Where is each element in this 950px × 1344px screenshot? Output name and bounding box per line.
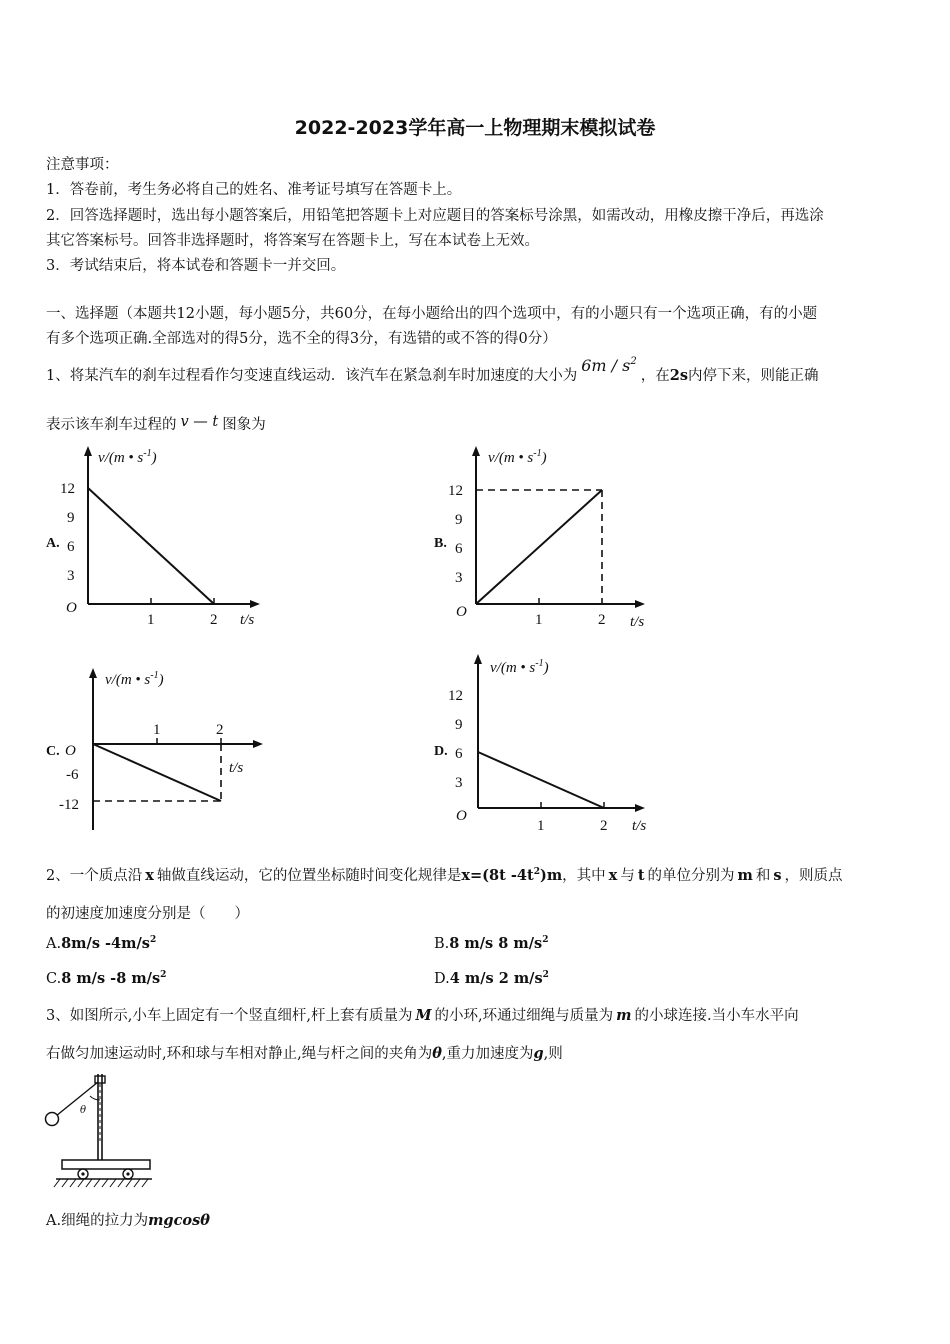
svg-text:1: 1 bbox=[535, 612, 543, 628]
graph-b-velocity-line bbox=[476, 490, 602, 604]
svg-text:1: 1 bbox=[537, 818, 545, 834]
svg-text:9: 9 bbox=[67, 510, 75, 526]
notice-item: 2．回答选择题时，选出每小题答案后，用铅笔把答题卡上对应题目的答案标号涂黑，如需改动，用橡皮擦干净后，再选涂 bbox=[46, 208, 824, 224]
question-1-text-line2: 表示该车刹车过程的 v — t 图象为 bbox=[46, 414, 266, 433]
graph-b-y-axis-label: v/(m • $s^{-1}$) bbox=[488, 448, 547, 466]
svg-text:-12: -12 bbox=[59, 797, 79, 813]
graph-a[interactable] bbox=[58, 440, 288, 630]
graph-c-velocity-line bbox=[93, 744, 221, 801]
graph-a-velocity-line bbox=[88, 488, 214, 604]
notice-item: 1．答卷前，考生务必将自己的姓名、准考证号填写在答题卡上。 bbox=[46, 182, 462, 198]
notice-item: 其它答案标号。回答非选择题时，将答案写在答题卡上，写在本试卷上无效。 bbox=[46, 233, 539, 249]
option-d-label[interactable]: D. bbox=[434, 744, 448, 759]
q2-option-c[interactable]: C.8 m/s -8 $m/s^2$ bbox=[46, 970, 167, 987]
q3-option-a[interactable]: A.细绳的拉力为mgcosθ bbox=[46, 1212, 210, 1229]
graph-b[interactable] bbox=[446, 440, 676, 635]
notice-item: 3．考试结束后，将本试卷和答题卡一并交回。 bbox=[46, 258, 346, 274]
q2-option-d[interactable]: D.4 m/s 2 $m/s^2$ bbox=[434, 970, 549, 987]
svg-text:3: 3 bbox=[455, 570, 463, 586]
svg-text:O: O bbox=[66, 600, 77, 616]
q2-option-b[interactable]: B.8 m/s 8 $m/s^2$ bbox=[434, 935, 549, 952]
question-3-text-line2: 右做匀加速运动时,环和球与车相对静止,绳与杆之间的夹角为θ,重力加速度为g,则 bbox=[46, 1045, 563, 1062]
question-2-text: 2、一个质点沿 x 轴做直线运动，它的位置坐标随时间变化规律是x=(8t $-4t^2)m$，其中 x 与 t 的单位分别为 m 和 s ，则质点 bbox=[46, 867, 843, 884]
svg-text:2: 2 bbox=[210, 612, 218, 628]
svg-text:t/s: t/s bbox=[632, 818, 647, 834]
page-title: 2022-2023学年高一上物理期末模拟试卷 bbox=[294, 117, 656, 139]
section-intro: 一、选择题（本题共12小题，每小题5分，共60分，在每小题给出的四个选项中，有的小题只有一个选项正确，有的小题 bbox=[46, 306, 818, 322]
option-b-label[interactable]: B. bbox=[434, 536, 447, 551]
svg-text:12: 12 bbox=[448, 688, 463, 704]
svg-text:2: 2 bbox=[600, 818, 608, 834]
graph-d-y-axis-label: v/(m • $s^{-1}$) bbox=[490, 658, 549, 676]
svg-text:1: 1 bbox=[147, 612, 155, 628]
position-formula: x=(8t $-4t^2)m$ bbox=[461, 867, 563, 884]
svg-text:O: O bbox=[65, 743, 76, 759]
acceleration-value: 6m / s bbox=[581, 356, 631, 375]
svg-text:t/s: t/s bbox=[240, 612, 255, 628]
section-intro: 有多个选项正确.全部选对的得5分，选不全的得3分，有选错的或不答的得0分） bbox=[46, 331, 557, 347]
figure-theta-label: θ bbox=[80, 1105, 87, 1116]
question-3-text: 3、如图所示,小车上固定有一个竖直细杆,杆上套有质量为 M 的小环,环通过细绳与质量为 m 的小球连接.当小车水平向 bbox=[46, 1007, 799, 1024]
graph-a-y-axis-label: v/(m • $s^{-1}$) bbox=[98, 448, 157, 466]
question-1-text: 1、将某汽车的刹车过程看作匀变速直线运动．该汽车在紧急刹车时加速度的大小为$6m / s^2$，在2s内停下来，则能正确 bbox=[46, 356, 819, 384]
vt-label: v — t bbox=[180, 414, 219, 430]
graph-c-y-axis-label: v/(m • $s^{-1}$) bbox=[105, 670, 164, 688]
svg-text:6: 6 bbox=[455, 746, 463, 762]
svg-text:3: 3 bbox=[455, 775, 463, 791]
svg-text:O: O bbox=[456, 604, 467, 620]
question-2-text-line2: 的初速度加速度分别是（ ） bbox=[46, 906, 249, 922]
svg-text:12: 12 bbox=[60, 481, 75, 497]
svg-text:12: 12 bbox=[448, 483, 463, 499]
svg-text:t/s: t/s bbox=[630, 614, 645, 630]
svg-text:6: 6 bbox=[455, 541, 463, 557]
cart-pendulum-figure bbox=[40, 1068, 160, 1196]
svg-text:-6: -6 bbox=[66, 767, 79, 783]
svg-text:2: 2 bbox=[216, 722, 224, 738]
svg-text:3: 3 bbox=[67, 568, 75, 584]
option-c-label[interactable]: C. bbox=[46, 744, 60, 759]
graph-d-velocity-line bbox=[478, 752, 604, 808]
svg-text:O: O bbox=[456, 808, 467, 824]
graph-c[interactable] bbox=[58, 662, 288, 837]
option-a-label[interactable]: A. bbox=[46, 536, 60, 551]
q2-option-a[interactable]: A.8m/s $-4m/s^2$ bbox=[46, 935, 157, 952]
graph-d[interactable] bbox=[446, 648, 676, 838]
svg-text:t/s: t/s bbox=[229, 760, 244, 776]
svg-text:6: 6 bbox=[67, 539, 75, 555]
svg-text:9: 9 bbox=[455, 512, 463, 528]
svg-text:9: 9 bbox=[455, 717, 463, 733]
svg-text:1: 1 bbox=[153, 722, 161, 738]
svg-text:2: 2 bbox=[598, 612, 606, 628]
notice-heading: 注意事项： bbox=[46, 157, 119, 173]
